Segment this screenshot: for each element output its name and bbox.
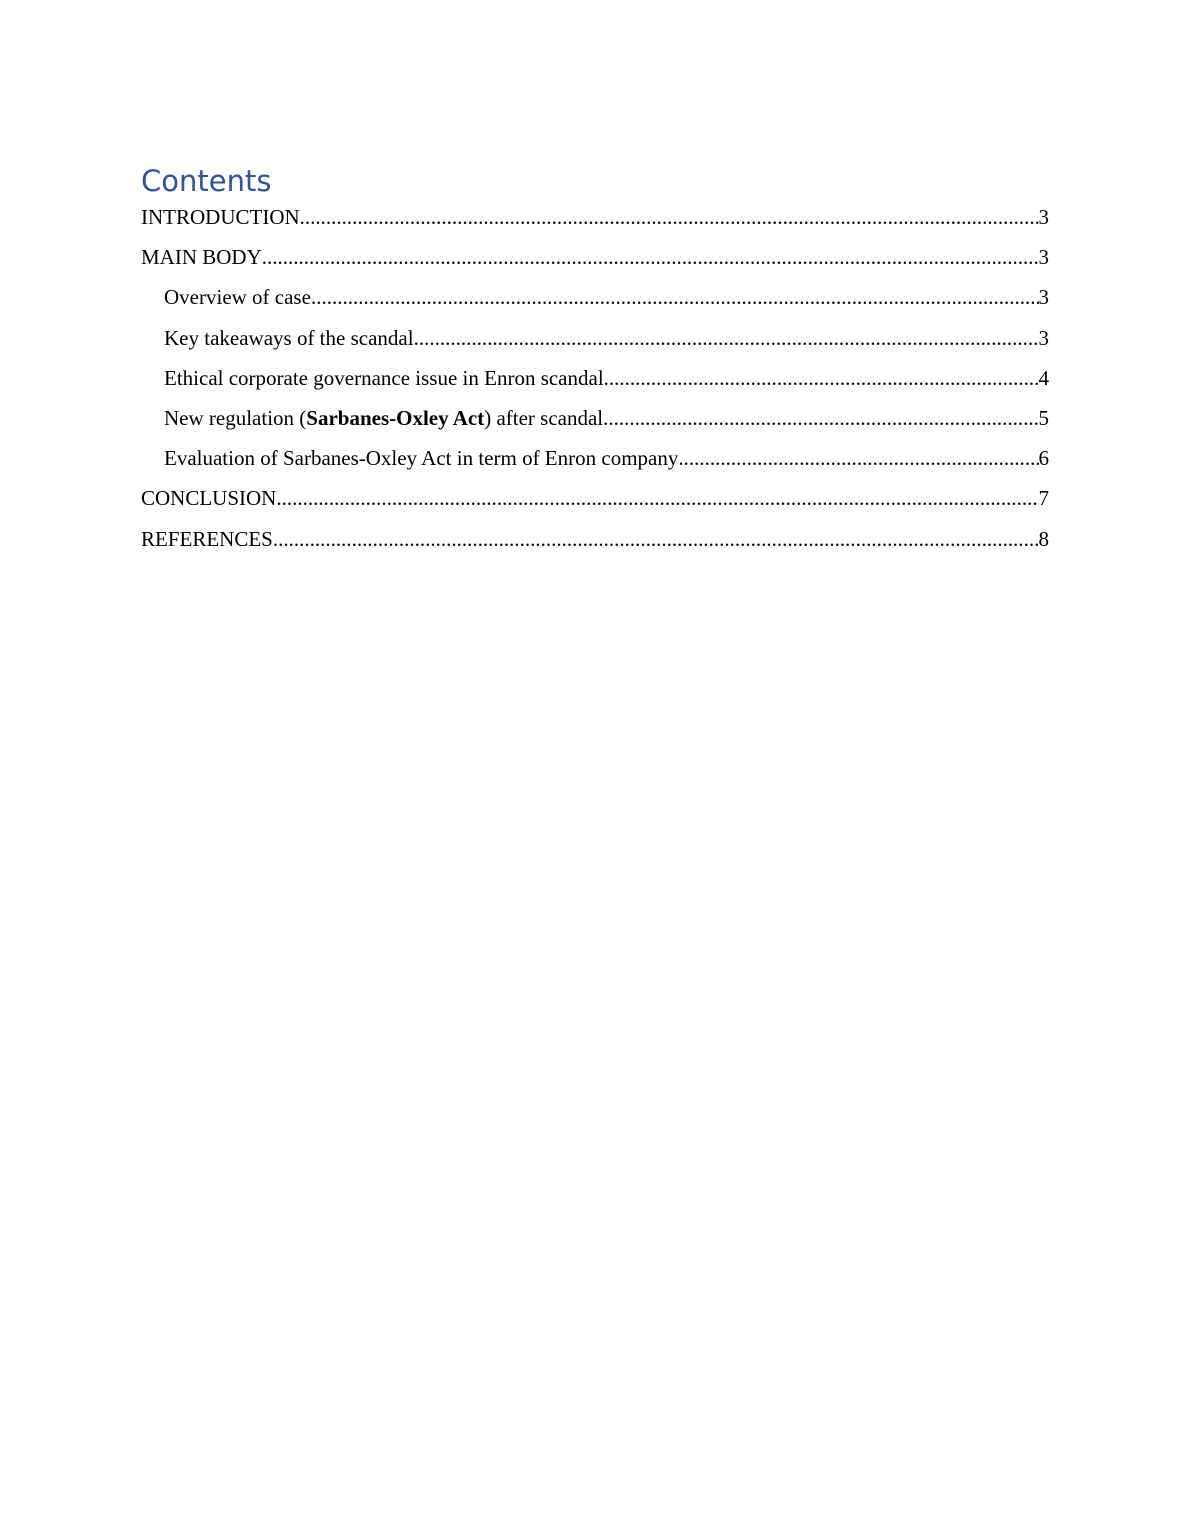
toc-entry-evaluation[interactable] (141, 444, 1049, 484)
toc-page-number: 7 (1038, 486, 1049, 511)
dot-leader (678, 444, 1038, 472)
dot-leader (414, 324, 1039, 352)
dot-leader (603, 404, 1038, 432)
toc-entry-text: CONCLUSION (141, 486, 277, 511)
toc-entry-ethical-governance[interactable] (141, 364, 1049, 404)
toc-list (141, 203, 1049, 565)
toc-page-number: 3 (1038, 205, 1049, 229)
dot-leader (604, 364, 1039, 392)
toc-entry-text-bold: Sarbanes-Oxley Act (306, 405, 485, 430)
toc-entry-key-takeaways[interactable] (141, 324, 1049, 364)
toc-entry-new-regulation[interactable] (141, 404, 1049, 444)
toc-entry-text: Ethical corporate governance issue in Enron scandal (164, 365, 604, 390)
toc-page-number: 3 (1038, 245, 1049, 270)
dot-leader (276, 484, 1038, 512)
toc-entry-main-body[interactable] (141, 243, 1049, 283)
toc-page-number: 6 (1038, 446, 1049, 471)
toc-entry-text: REFERENCES (141, 526, 273, 551)
toc-entry-text: Key takeaways of the scandal (164, 325, 414, 350)
toc-entry-text: MAIN BODY (141, 245, 262, 270)
toc-title: Contents (141, 164, 272, 198)
toc-page-number: 3 (1038, 285, 1049, 310)
toc-entry-text-before: New regulation ( (164, 405, 307, 430)
toc-entry-text-after: ) after scandal (484, 405, 604, 430)
dot-leader (311, 283, 1039, 311)
toc-entry-introduction[interactable] (141, 203, 1049, 243)
dot-leader (262, 243, 1039, 271)
toc-page-number: 8 (1038, 526, 1049, 551)
toc-entry-conclusion[interactable] (141, 484, 1049, 524)
toc-page-number: 3 (1038, 325, 1049, 350)
toc-entry-references[interactable] (141, 525, 1049, 565)
table-of-contents (141, 160, 1049, 565)
toc-page-number: 5 (1038, 405, 1049, 430)
toc-entry-text: INTRODUCTION (141, 205, 300, 229)
toc-entry-text: Overview of case (164, 285, 311, 310)
dot-leader (273, 525, 1039, 553)
toc-entry-text: Evaluation of Sarbanes-Oxley Act in term of Enron company (164, 446, 679, 471)
dot-leader (300, 203, 1039, 231)
toc-entry-overview-of-case[interactable] (141, 283, 1049, 323)
toc-entry-text (164, 404, 603, 432)
toc-page-number: 4 (1038, 365, 1049, 390)
